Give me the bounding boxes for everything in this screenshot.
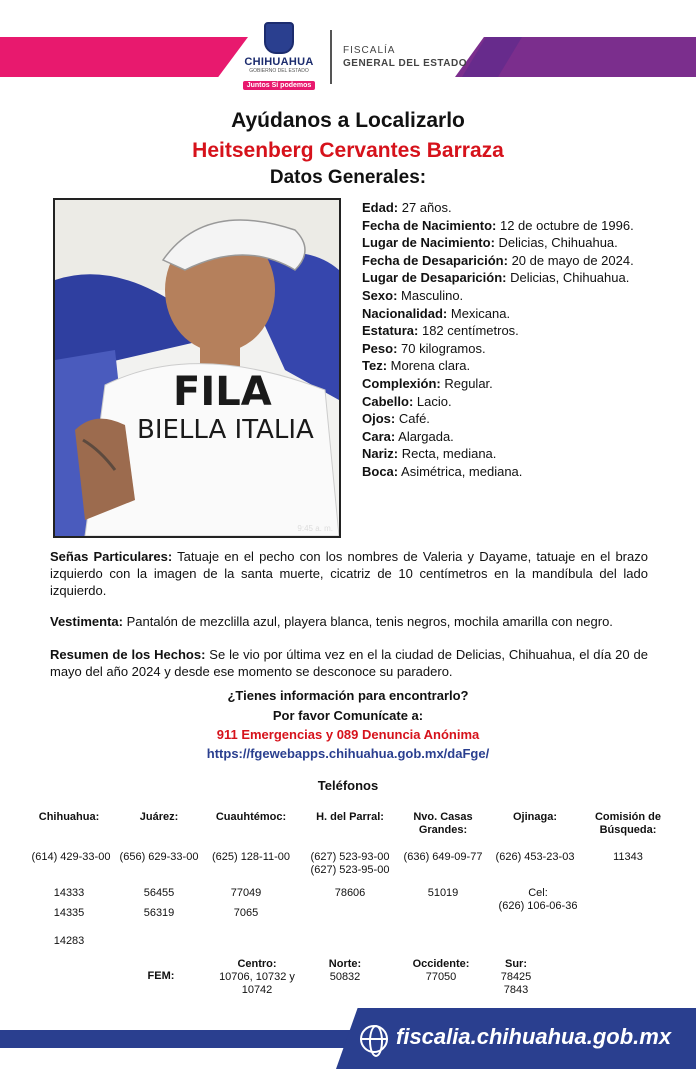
photo-timestamp: 9:45 a. m.: [297, 524, 333, 533]
phone-chihuahua-1: (614) 429-33-00: [31, 851, 111, 863]
senas-particulares: [50, 548, 648, 599]
vestimenta-label: Vestimenta:: [50, 614, 123, 629]
fem-header-occidente: Occidente:: [412, 958, 470, 970]
missing-person-photo: [53, 198, 341, 538]
detail-cara: [362, 428, 646, 446]
footer-website-link[interactable]: fiscalia.chihuahua.gob.mx: [396, 1024, 672, 1049]
phone-header-comision: Comisión de Búsqueda:: [594, 811, 661, 836]
phone-parral-1: (627) 523-93-00 (627) 523-95-00: [310, 851, 390, 876]
fiscalia-line2: GENERAL DEL ESTADO: [343, 58, 468, 69]
emergency-numbers: 911 Emergencias y 089 Denuncia Anónima: [216, 727, 480, 742]
report-url-link[interactable]: https://fgewebapps.chihuahua.gob.mx/daFge/: [206, 746, 490, 761]
footer-stripe: [0, 1030, 350, 1048]
detail-label: Estatura:: [362, 323, 419, 339]
detail-value: Recta, mediana.: [398, 446, 497, 462]
detail-label: Boca:: [362, 463, 399, 479]
phone-ojinaga-1: (626) 453-23-03: [495, 851, 575, 863]
help-title: Ayúdanos a Localizarlo: [231, 109, 465, 132]
coat-of-arms-icon: [264, 22, 294, 54]
phone-cuauhtemoc-3: 7065: [233, 907, 259, 919]
detail-tez: [362, 357, 646, 375]
detail-fecha-desaparicion: [362, 252, 646, 270]
detail-label: Cara:: [362, 428, 396, 444]
phone-header-cuauhtemoc: Cuauhtémoc:: [215, 811, 287, 823]
resumen-hechos: [50, 646, 648, 680]
phones-title: Teléfonos: [317, 778, 379, 793]
phone-comision-1: 11343: [613, 851, 643, 863]
phone-cuauhtemoc-2: 77049: [230, 887, 262, 899]
detail-value: 20 de mayo de 2024.: [507, 252, 634, 268]
detail-ojos: [362, 410, 646, 428]
general-data-title: Datos Generales:: [269, 167, 427, 188]
chihuahua-logo: [240, 22, 318, 92]
detail-nacionalidad: [362, 305, 646, 323]
fem-label: FEM:: [147, 970, 175, 982]
detail-value: Mexicana.: [447, 305, 511, 321]
detail-complexion: [362, 375, 646, 393]
phone-nvo-casas-grandes-2: 51019: [427, 887, 459, 899]
detail-value: Café.: [395, 411, 430, 427]
phone-header-ojinaga: Ojinaga:: [512, 811, 557, 823]
detail-boca: [362, 463, 646, 481]
logo-name: CHIHUAHUA: [244, 56, 314, 68]
detail-value: Lacio.: [413, 393, 452, 409]
photo-illustration: [55, 200, 339, 536]
senas-label: Señas Particulares:: [50, 549, 173, 564]
phone-juarez-2: 56455: [143, 887, 175, 899]
detail-label: Tez:: [362, 358, 388, 374]
contact-please: Por favor Comunícate a:: [272, 708, 424, 723]
fiscalia-label: [343, 44, 467, 70]
phone-parral-2: 78606: [334, 887, 366, 899]
detail-label: Lugar de Desaparición:: [362, 270, 507, 286]
detail-lugar-nacimiento: [362, 234, 646, 252]
detail-label: Edad:: [362, 200, 399, 215]
contact-question: ¿Tienes información para encontrarlo?: [227, 688, 469, 703]
fem-header-centro: Centro:: [237, 958, 277, 970]
detail-label: Complexión:: [362, 375, 441, 391]
fem-centro-values: 10706, 10732 y 10742: [219, 971, 295, 996]
detail-label: Fecha de Desaparición:: [362, 252, 508, 268]
detail-label: Sexo:: [362, 287, 398, 303]
general-details: [362, 199, 646, 481]
globe-icon: [360, 1025, 388, 1053]
header-pink-stripe: [0, 37, 248, 77]
svg-text:BIELLA ITALIA: BIELLA ITALIA: [137, 415, 314, 445]
resumen-value: Se le vio por última vez en el la ciudad de Delicias, Chihuahua, el día 20 de mayo del año 2024 y desde ese momento se desconoce su paradero.: [50, 647, 648, 679]
detail-value: Masculino.: [397, 287, 464, 303]
fem-sur-values: 78425 7843: [500, 971, 532, 996]
detail-label: Peso:: [362, 340, 398, 356]
detail-fecha-nacimiento: [362, 217, 646, 235]
footer: [0, 1008, 696, 1069]
fem-occidente-values: 77050: [425, 971, 457, 983]
detail-nariz: [362, 445, 646, 463]
detail-label: Lugar de Nacimiento:: [362, 235, 495, 251]
logo-subtitle: GOBIERNO DEL ESTADO: [249, 68, 309, 74]
detail-label: Fecha de Nacimiento:: [362, 217, 497, 233]
svg-text:FILA: FILA: [173, 369, 272, 415]
detail-peso: [362, 340, 646, 358]
detail-value: 70 kilogramos.: [397, 340, 486, 356]
phone-header-parral: H. del Parral:: [316, 811, 384, 823]
phone-chihuahua-4: 14283: [53, 935, 85, 947]
detail-value: Delicias, Chihuahua.: [494, 235, 618, 251]
vestimenta-value: Pantalón de mezclilla azul, playera blanca, tenis negros, mochila amarilla con negro.: [122, 614, 613, 629]
fem-header-norte: Norte:: [328, 958, 362, 970]
detail-value: Asimétrica, mediana.: [398, 463, 523, 479]
phone-header-chihuahua: Chihuahua:: [38, 811, 100, 823]
detail-label: Nariz:: [362, 446, 399, 462]
detail-value: 27 años.: [398, 200, 452, 215]
vestimenta: [50, 613, 648, 630]
phone-chihuahua-3: 14335: [53, 907, 85, 919]
logo-slogan: Juntos Sí podemos: [243, 81, 316, 90]
detail-value: Regular.: [440, 375, 493, 391]
detail-value: 12 de octubre de 1996.: [496, 217, 634, 233]
detail-edad: [362, 199, 646, 217]
detail-sexo: [362, 287, 646, 305]
detail-value: Alargada.: [395, 428, 454, 444]
detail-value: Delicias, Chihuahua.: [506, 270, 630, 286]
phone-juarez-1: (656) 629-33-00: [119, 851, 199, 863]
phone-nvo-casas-grandes-1: (636) 649-09-77: [403, 851, 483, 863]
detail-label: Ojos:: [362, 411, 396, 427]
fem-norte-values: 50832: [329, 971, 361, 983]
fem-header-sur: Sur:: [505, 958, 527, 970]
phone-ojinaga-2: Cel: (626) 106-06-36: [498, 887, 578, 912]
detail-label: Cabello:: [362, 393, 414, 409]
phone-chihuahua-2: 14333: [53, 887, 85, 899]
phone-header-juarez: Juárez:: [139, 811, 179, 823]
detail-label: Nacionalidad:: [362, 305, 448, 321]
phone-cuauhtemoc-1: (625) 128-11-00: [211, 851, 291, 863]
detail-value: Morena clara.: [387, 358, 471, 374]
detail-value: 182 centímetros.: [418, 323, 519, 339]
missing-person-name: Heitsenberg Cervantes Barraza: [192, 139, 504, 162]
phone-header-nvo-casas-grandes: Nvo. Casas Grandes:: [413, 811, 473, 836]
phone-juarez-3: 56319: [143, 907, 175, 919]
detail-cabello: [362, 393, 646, 411]
detail-lugar-desaparicion: [362, 269, 646, 287]
resumen-label: Resumen de los Hechos:: [50, 647, 206, 662]
header-divider: [330, 30, 332, 84]
detail-estatura: [362, 322, 646, 340]
header: [0, 0, 696, 100]
fiscalia-line1: FISCALÍA: [343, 45, 396, 56]
senas-value: Tatuaje en el pecho con los nombres de Valeria y Dayame, tatuaje en el brazo izquierdo con la imagen de la santa muerte, cicatriz de 10 centímetros en la mandíbula del lado izquierdo.: [50, 549, 648, 598]
